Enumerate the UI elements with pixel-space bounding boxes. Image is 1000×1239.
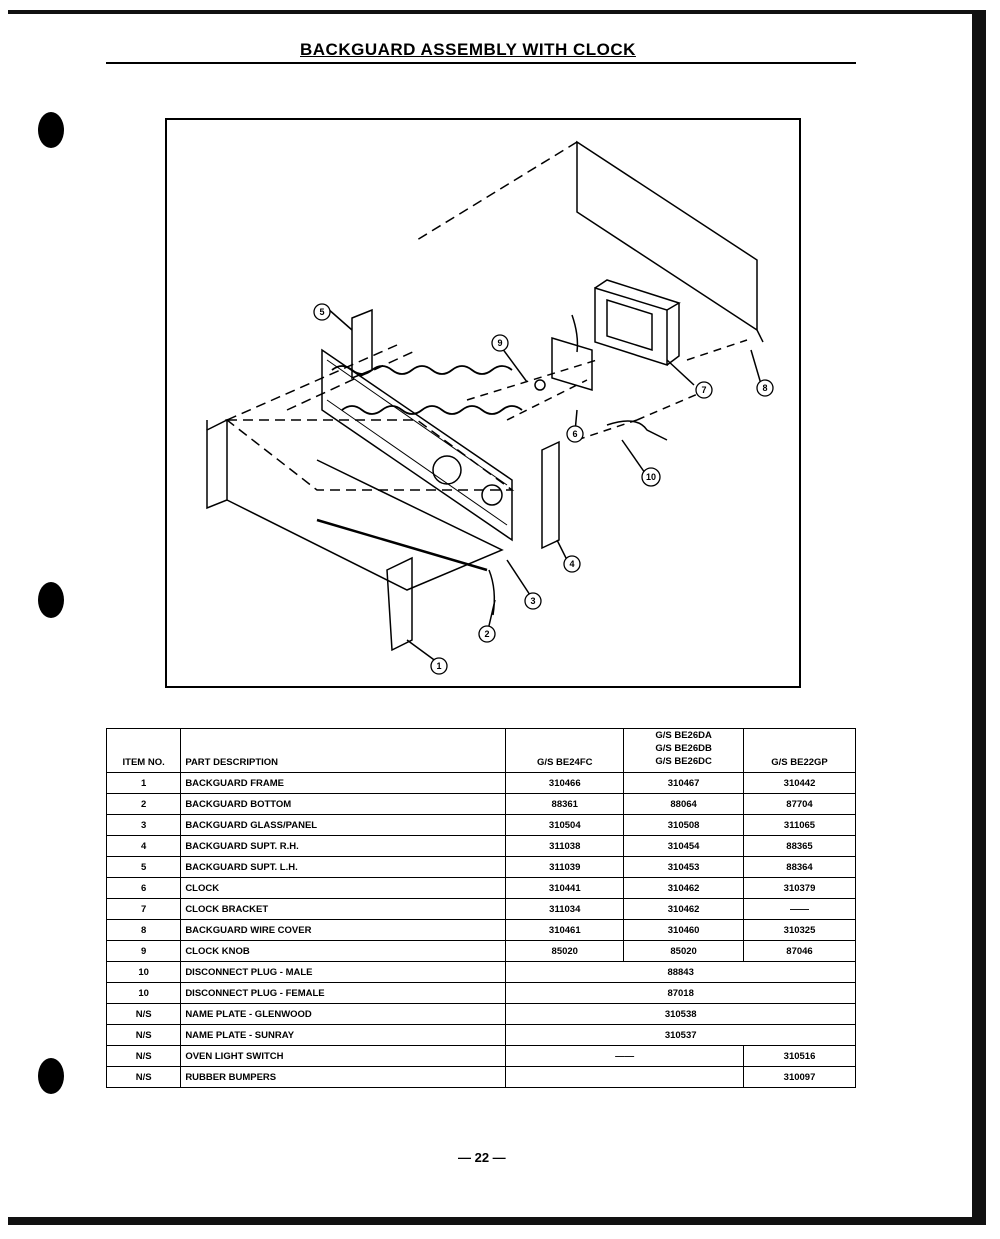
table-row xyxy=(107,1046,856,1067)
table-row xyxy=(107,857,856,878)
part-number-cell: 310516 xyxy=(744,1046,856,1067)
part-description-cell: CLOCK KNOB xyxy=(181,941,506,962)
svg-text:3: 3 xyxy=(530,596,536,606)
part-number-cell: 311034 xyxy=(506,899,624,920)
page-number: — 22 — xyxy=(458,1150,506,1165)
table-row xyxy=(107,815,856,836)
part-number-cell: 311039 xyxy=(506,857,624,878)
callout-6 xyxy=(567,426,583,442)
part-number-cell: 88843 xyxy=(506,962,856,983)
header-part-description: PART DESCRIPTION xyxy=(181,729,506,773)
part-number-cell: 310442 xyxy=(744,773,856,794)
item-number-cell: N/S xyxy=(107,1046,181,1067)
page-border-bottom xyxy=(8,1217,986,1225)
callout-8 xyxy=(757,380,773,396)
table-row xyxy=(107,1025,856,1046)
binder-hole xyxy=(38,112,64,148)
page-border-right xyxy=(972,10,986,1225)
part-number-cell: 87046 xyxy=(744,941,856,962)
svg-text:6: 6 xyxy=(572,429,578,439)
part-description-cell: OVEN LIGHT SWITCH xyxy=(181,1046,506,1067)
item-number-cell: 1 xyxy=(107,773,181,794)
binder-hole xyxy=(38,582,64,618)
table-row xyxy=(107,962,856,983)
part-description-cell: NAME PLATE - GLENWOOD xyxy=(181,1004,506,1025)
part-number-cell: 310325 xyxy=(744,920,856,941)
title-rule xyxy=(106,62,856,64)
header-model-1: G/S BE24FC xyxy=(506,729,624,773)
svg-text:4: 4 xyxy=(569,559,575,569)
item-number-cell: 6 xyxy=(107,878,181,899)
part-number-cell: 310462 xyxy=(624,899,744,920)
header-model-2-line: G/S BE26DA xyxy=(655,730,712,741)
part-description-cell: BACKGUARD BOTTOM xyxy=(181,794,506,815)
part-number-cell: 310461 xyxy=(506,920,624,941)
page-border-top xyxy=(8,10,980,14)
part-number-cell: 88064 xyxy=(624,794,744,815)
page-title: BACKGUARD ASSEMBLY WITH CLOCK xyxy=(300,40,636,59)
part-number-cell: 88365 xyxy=(744,836,856,857)
item-number-cell: 2 xyxy=(107,794,181,815)
parts-table xyxy=(106,728,856,1088)
part-number-cell: 88361 xyxy=(506,794,624,815)
item-number-cell: N/S xyxy=(107,1025,181,1046)
part-number-cell: 85020 xyxy=(506,941,624,962)
callout-3 xyxy=(525,593,541,609)
svg-text:1: 1 xyxy=(436,661,442,671)
table-row xyxy=(107,899,856,920)
table-row xyxy=(107,794,856,815)
part-number-cell: 310460 xyxy=(624,920,744,941)
part-number-cell: —— xyxy=(506,1046,744,1067)
part-description-cell: BACKGUARD SUPT. R.H. xyxy=(181,836,506,857)
part-number-cell: 87704 xyxy=(744,794,856,815)
part-description-cell: BACKGUARD SUPT. L.H. xyxy=(181,857,506,878)
part-number-cell: 310462 xyxy=(624,878,744,899)
callout-4 xyxy=(564,556,580,572)
part-description-cell: CLOCK BRACKET xyxy=(181,899,506,920)
header-model-2-line: G/S BE26DB xyxy=(655,743,712,754)
binder-hole xyxy=(38,1058,64,1094)
item-number-cell: 3 xyxy=(107,815,181,836)
table-row xyxy=(107,941,856,962)
part-number-cell: 310504 xyxy=(506,815,624,836)
part-number-cell: 310537 xyxy=(506,1025,856,1046)
item-number-cell: 10 xyxy=(107,962,181,983)
part-number-cell: 311065 xyxy=(744,815,856,836)
svg-text:10: 10 xyxy=(645,472,657,482)
item-number-cell: 10 xyxy=(107,983,181,1004)
table-row xyxy=(107,878,856,899)
callout-9 xyxy=(492,335,508,351)
part-description-cell: BACKGUARD WIRE COVER xyxy=(181,920,506,941)
item-number-cell: N/S xyxy=(107,1004,181,1025)
part-number-cell: 310466 xyxy=(506,773,624,794)
exploded-diagram xyxy=(165,118,801,688)
table-row xyxy=(107,1067,856,1088)
part-number-cell: 87018 xyxy=(506,983,856,1004)
diagram-drawing xyxy=(167,120,799,686)
svg-text:8: 8 xyxy=(762,383,768,393)
header-model-2 xyxy=(624,729,744,773)
table-row xyxy=(107,1004,856,1025)
callout-7 xyxy=(696,382,712,398)
item-number-cell: 7 xyxy=(107,899,181,920)
table-row xyxy=(107,836,856,857)
callout-10 xyxy=(642,468,660,486)
parts-table-body xyxy=(107,773,856,1088)
header-model-2-line: G/S BE26DC xyxy=(655,756,712,767)
header-model-3: G/S BE22GP xyxy=(744,729,856,773)
part-description-cell: BACKGUARD FRAME xyxy=(181,773,506,794)
item-number-cell: 9 xyxy=(107,941,181,962)
part-number-cell: 310453 xyxy=(624,857,744,878)
part-description-cell: RUBBER BUMPERS xyxy=(181,1067,506,1088)
table-row xyxy=(107,920,856,941)
item-number-cell: 5 xyxy=(107,857,181,878)
svg-text:7: 7 xyxy=(701,385,707,395)
item-number-cell: 4 xyxy=(107,836,181,857)
part-description-cell: CLOCK xyxy=(181,878,506,899)
item-number-cell: N/S xyxy=(107,1067,181,1088)
part-number-cell: 310441 xyxy=(506,878,624,899)
part-number-cell: 311038 xyxy=(506,836,624,857)
part-description-cell: DISCONNECT PLUG - MALE xyxy=(181,962,506,983)
svg-text:2: 2 xyxy=(484,629,490,639)
callout-5 xyxy=(314,304,330,320)
callout-1 xyxy=(431,658,447,674)
table-row xyxy=(107,773,856,794)
header-item-no: ITEM NO. xyxy=(107,729,181,773)
item-number-cell: 8 xyxy=(107,920,181,941)
part-number-cell: 310538 xyxy=(506,1004,856,1025)
svg-text:9: 9 xyxy=(497,338,503,348)
part-number-cell: 310454 xyxy=(624,836,744,857)
part-number-cell: 310097 xyxy=(744,1067,856,1088)
svg-text:5: 5 xyxy=(319,307,325,317)
part-number-cell: —— xyxy=(744,899,856,920)
part-description-cell: BACKGUARD GLASS/PANEL xyxy=(181,815,506,836)
part-number-cell: 310379 xyxy=(744,878,856,899)
table-row xyxy=(107,983,856,1004)
callout-2 xyxy=(479,626,495,642)
part-number-cell: 310467 xyxy=(624,773,744,794)
part-number-cell xyxy=(506,1067,744,1088)
part-description-cell: NAME PLATE - SUNRAY xyxy=(181,1025,506,1046)
part-number-cell: 88364 xyxy=(744,857,856,878)
part-number-cell: 310508 xyxy=(624,815,744,836)
part-description-cell: DISCONNECT PLUG - FEMALE xyxy=(181,983,506,1004)
part-number-cell: 85020 xyxy=(624,941,744,962)
